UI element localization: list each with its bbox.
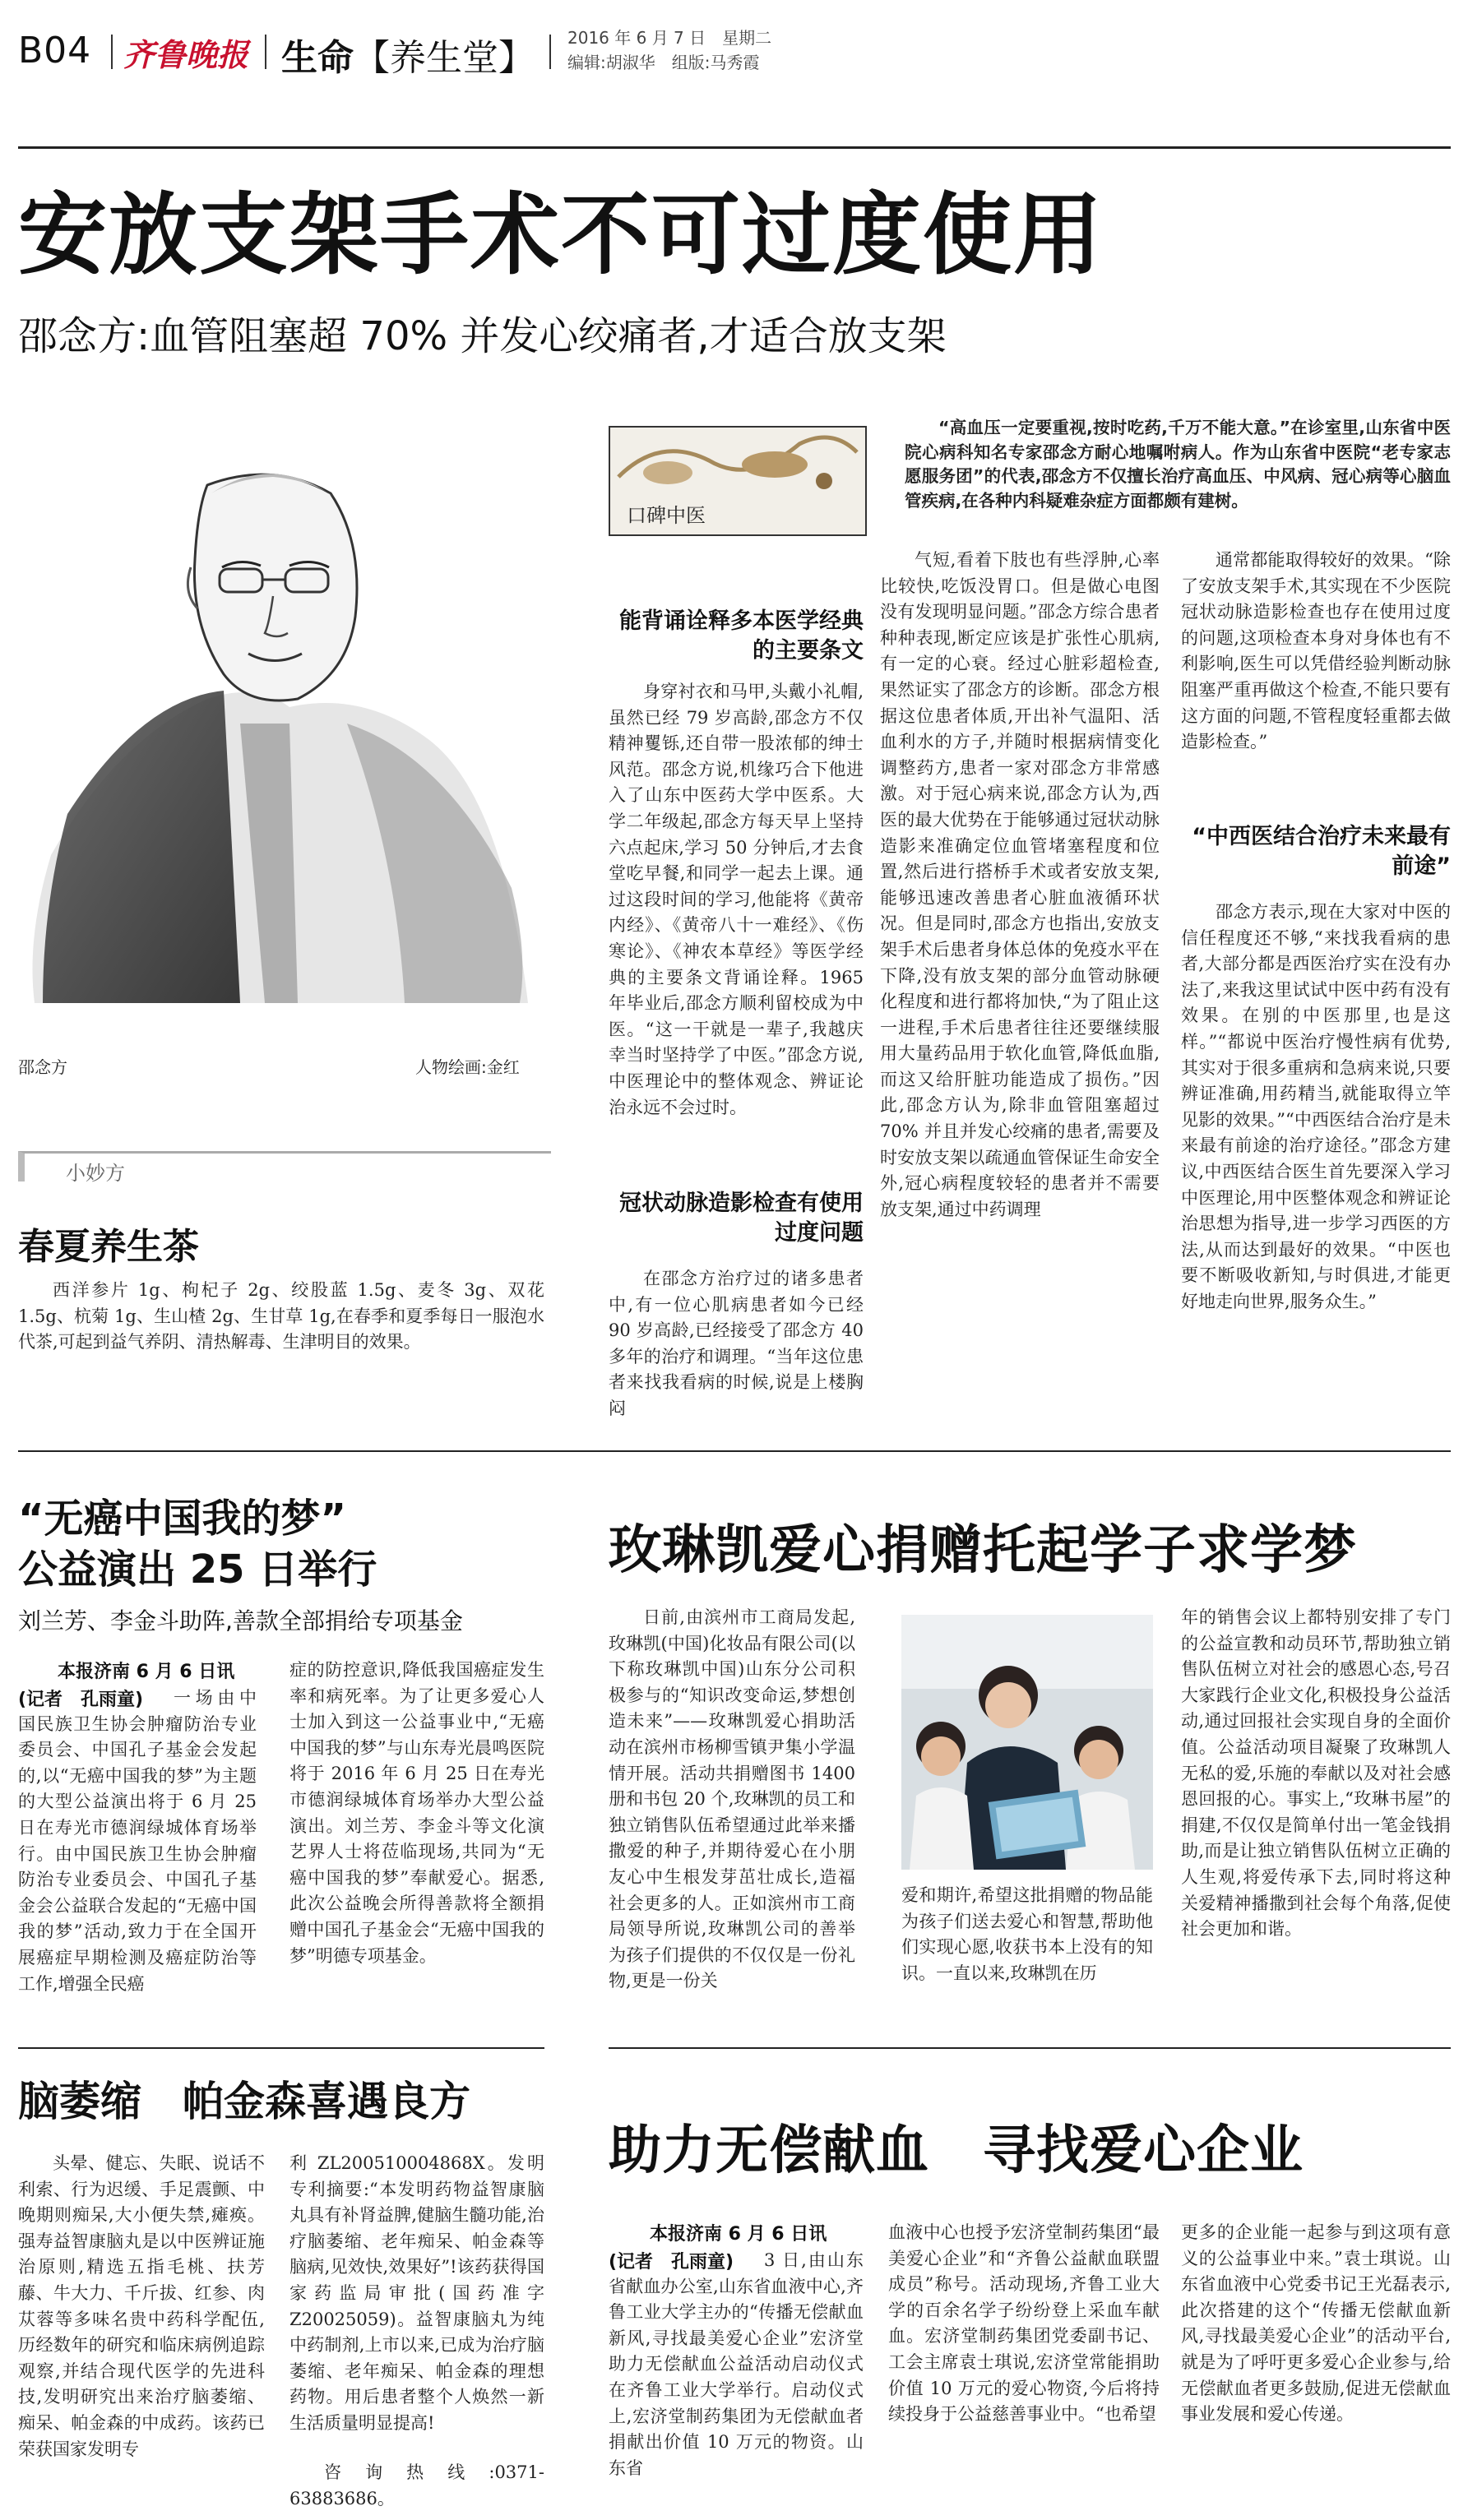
section-rule bbox=[18, 1450, 1451, 1452]
portrait-caption: 邵念方 bbox=[18, 1057, 67, 1077]
blood-title: 助力无偿献血 寻找爱心企业 bbox=[609, 2120, 1304, 2181]
tea-kicker-bar bbox=[18, 1151, 551, 1185]
section-name: 生命 bbox=[281, 37, 354, 79]
story-col1-b: 在邵念方治疗过的诸多患者中,有一位心肌病患者如今已经 90 岁高龄,已经接受了邵念方 40 多年的治疗和调理。“当年这位患者来找我看病的时候,说是上楼胸闷 bbox=[609, 1269, 864, 1418]
subhead-classics: 能背诵诠释多本医学经典的主要条文 bbox=[619, 608, 864, 664]
tea-recipe: 西洋参片 1g、枸杞子 2g、绞股蓝 1.5g、麦冬 3g、双花 1.5g、杭菊 1g、生山楂 2g、生甘草 1g,在春季和夏季每日一服泡水代茶,可起到益气养阴、清热解毒、生津明目的效果。 bbox=[18, 1280, 544, 1352]
intro-paragraph: “高血压一定要重视,按时吃药,千万不能大意。”在诊室里,山东省中医院心病科知名专家邵念方耐心地嘱咐病人。作为山东省中医院“老专家志愿服务团”的代表,邵念方不仅擅长治疗高血压、中风病、冠心病等心脑血管疾病,在各种内科疑难杂症方面都颇有建树。 bbox=[905, 418, 1451, 511]
donation-col1: 日前,由滨州市工商局发起,玫琳凯(中国)化妆品有限公司(以下称玫琳凯中国)山东分公司积极参与的“知识改变命运,梦想创造未来”——玫琳凯爱心捐助活动在滨州市杨柳雪镇尹集小学温情开展。活动共捐赠图书 1400 册和书包 20 个,玫琳凯的员工和独立销售队伍希望通过此举来播撒爱的种子,并期待爱心在小朋友心中生根发芽茁壮成长,造福社会更多的人。正如滨州市工商局领导所说,玫琳凯公司的善举为孩子们提供的不仅仅是一份礼物,更是一份关 bbox=[609, 1607, 855, 1991]
concert-title-1: “无癌中国我的梦” bbox=[18, 1496, 347, 1542]
story-col3-b: 邵念方表示,现在大家对中医的信任程度还不够,“来找我看病的患者,大部分都是西医治疗实在没有办法了,来我这里试试中医中药有没有效果。在别的中医那里,也是这样。”“都说中医治疗慢性病有优势,其实对于很多重病和急病来说,只要辨证准确,用药精当,就能取得立竿见影的效果。”“中西医结合治疗是未来最有前途的治疗途径。”邵念方建议,中西医结合医生首先要深入学习中医理论,用中医整体观念和辨证论治思想为指导,进一步学习西医的方法,从而达到最好的效果。“中医也要不断吸收新知,与时俱进,才能更好地走向世界,服务众生。” bbox=[1181, 902, 1451, 1311]
paper-logo: 齐鲁晚报 bbox=[123, 36, 249, 73]
brain-col1: 头晕、健忘、失眠、说话不利索、行为迟缓、手足震颤、中晚期则痴呆,大小便失禁,瘫痪。强寿益智康脑丸是以中医辨证施治原则,精选五指毛桃、扶芳藤、牛大力、千斤拔、红参、肉苁蓉等多味名贵中药科学配伍,历经数年的研究和临床病例追踪观察,并结合现代医学的先进科技,发明研究出来治疗脑萎缩、痴呆、帕金森的中成药。该药已荣获国家发明专 bbox=[18, 2153, 265, 2459]
column-tag: 口碑中医 bbox=[627, 504, 706, 527]
tea-kicker: 小妙方 bbox=[66, 1162, 125, 1185]
column-tag-box bbox=[609, 426, 867, 536]
donation-photo bbox=[901, 1615, 1153, 1870]
blood-col2: 血液中心也授予宏济堂制药集团“最美爱心企业”和“齐鲁公益献血联盟成员”称号。活动现场,齐鲁工业大学的百余名学子纷纷登上采血车献血。宏济堂制药集团党委副书记、工会主席袁士琪说,宏济堂常能捐助价值 10 万元的爱心物资,今后将持续投身于公益慈善事业中。“也希望 bbox=[888, 2222, 1160, 2425]
donation-title: 玫琳凯爱心捐赠托起学子求学梦 bbox=[609, 1520, 1357, 1581]
header-divider bbox=[549, 35, 551, 69]
concert-col1: 一场由中国民族卫生协会肿瘤防治专业委员会、中国孔子基金会发起的,以“无癌中国我的梦”为主题的大型公益演出将于 6 月 25 日在寿光市德润绿城体育场举行。由中国民族卫生协会肿瘤防治专业委员会、中国孔子基金会公益联合发起的“无癌中国我的梦”活动,致力于在全国开展癌症早期检测及癌症防治等工作,增强全民癌 bbox=[18, 1688, 257, 1994]
header-divider bbox=[111, 35, 113, 69]
portrait-illustration bbox=[18, 428, 544, 1036]
tea-title: 春夏养生茶 bbox=[18, 1226, 199, 1268]
section-rule bbox=[609, 2047, 1451, 2049]
story-col3-a: 通常都能取得较好的效果。“除了安放支架手术,其实现在不少医院冠状动脉造影检查也存在使用过度的问题,这项检查本身对身体也有不利影响,医生可以凭借经验判断动脉阻塞严重再做这个检查,不能只要有这方面的问题,不管程度轻重都去做造影检查。” bbox=[1181, 550, 1451, 752]
portrait-credit: 人物绘画:金红 bbox=[415, 1057, 520, 1077]
brain-col2: 利 ZL200510004868X。发明专利摘要:“本发明药物益智康脑丸具有补肾益脾,健脑生髓功能,治疗脑萎缩、老年痴呆、帕金森等脑病,见效快,效果好”!该药获得国家药监局审批(国药准字 Z20025059)。益智康脑丸为纯中药制剂,上市以来,已成为治疗脑萎缩、老年痴呆、帕金森的理想药物。用后患者整个人焕然一新生活质量明显提高! bbox=[289, 2153, 544, 2433]
herb-pattern-icon bbox=[610, 428, 865, 502]
story-col1-a: 身穿衬衣和马甲,头戴小礼帽,虽然已经 79 岁高龄,邵念方不仅精神矍铄,还自带一股浓郁的绅士风范。邵念方说,机缘巧合下他进入了山东中医药大学中医系。大学二年级起,邵念方每天早上坚持六点起床,学习 50 分钟后,才去食堂吃早餐,和同学一起去上课。通过这段时间的学习,他能将《黄帝内经》、《黄帝八十一难经》、《伤寒论》、《神农本草经》等医学经典的主要条文背诵诠释。1965 年毕业后,邵念方顺利留校成为中医。“这一干就是一辈子,我越庆幸当时坚持学了中医。”邵念方说,中医理论中的整体观念、辨证论治永远不会过时。 bbox=[609, 682, 864, 1117]
concert-byline: (记者 孔雨童) bbox=[18, 1690, 144, 1710]
header-divider bbox=[265, 35, 266, 69]
brain-hotline: 咨询热线:0371-63883686。 bbox=[289, 2462, 544, 2508]
issue-date: 2016 年 6 月 7 日 星期二 bbox=[567, 28, 772, 48]
concert-title-2: 公益演出 25 日举行 bbox=[18, 1547, 377, 1593]
blood-byline: (记者 孔雨童) bbox=[609, 2252, 734, 2273]
main-headline: 安放支架手术不可过度使用 bbox=[18, 184, 1104, 287]
subsection-name: 【养生堂】 bbox=[354, 37, 535, 79]
concert-col2: 症的防控意识,降低我国癌症发生率和病死率。为了让更多爱心人士加入到这一公益事业中,“无癌中国我的梦”与山东寿光晨鸣医院将于 2016 年 6 月 25 日在寿光市德润绿城体育场举办大型公益演出。刘兰芳、李金斗等文化演艺界人士将莅临现场,共同为“无癌中国我的梦”奉献爱心。据悉,此次公益晚会所得善款将全额捐赠中国孔子基金会“无癌中国我的梦”明德专项基金。 bbox=[289, 1660, 544, 1966]
blood-col1: 3 日,由山东省献血办公室,山东省血液中心,齐鲁工业大学主办的“传播无偿献血新风,寻找最美爱心企业”宏济堂助力无偿献血公益活动启动仪式在齐鲁工业大学举行。启动仪式上,宏济堂制药集团为无偿献血者捐献出价值 10 万元的物资。山东省 bbox=[609, 2250, 864, 2478]
concert-dateline: 本报济南 6 月 6 日讯 bbox=[58, 1662, 235, 1682]
editor-credits: 编辑:胡淑华 组版:马秀霞 bbox=[567, 53, 760, 72]
children-reading-photo bbox=[901, 1615, 1153, 1870]
section-rule bbox=[18, 2047, 544, 2049]
portrait-sketch bbox=[18, 428, 544, 1036]
blood-dateline: 本报济南 6 月 6 日讯 bbox=[650, 2224, 827, 2245]
page-number: B04 bbox=[18, 30, 92, 72]
subhead-integration: “中西医结合治疗未来最有前途” bbox=[1192, 824, 1451, 879]
concert-subtitle: 刘兰芳、李金斗助阵,善款全部捐给专项基金 bbox=[18, 1607, 463, 1635]
donation-col3: 年的销售会议上都特别安排了专门的公益宣教和动员环节,帮助独立销售队伍树立对社会的感恩心态,号召大家践行企业文化,积极投身公益活动,通过回报社会实现自身的全面价值。公益活动项目凝聚了玫琳凯人无私的爱,乐施的奉献以及对社会感恩回报的心。事实上,“玫琳书屋”的捐建,不仅仅是简单付出一笔金钱捐助,而是让独立销售队伍树立正确的人生观,将爱传承下去,同时将这种关爱精神播撒到社会每个角落,促使社会更加和谐。 bbox=[1181, 1607, 1451, 1940]
story-col2: 气短,看着下肢也有些浮肿,心率比较快,吃饭没胃口。但是做心电图没有发现明显问题。”邵念方综合患者种种表现,断定应该是扩张性心肌病,有一定的心衰。经过心脏彩超检查,果然证实了邵念方的诊断。邵念方根据这位患者体质,开出补气温阳、活血利水的方子,并随时根据病情变化调整药方,患者一家对邵念方非常感激。对于冠心病来说,邵念方认为,西医的最大优势在于能够通过冠状动脉造影来准确定位血管堵塞程度和位置,然后进行搭桥手术或者安放支架,能够迅速改善患者心脏血液循环状况。但是同时,邵念方也指出,安放支架手术后患者身体总体的免疫水平在下降,没有放支架的部分血管动脉硬化程度和进行都将加快,“为了阻止这一进程,手术后患者往往还要继续服用大量药品用于软化血管,降低血脂,而这又给肝脏功能造成了损伤。”因此,邵念方认为,除非血管阻塞超过 70% 并且并发心绞痛的患者,需要及时安放支架以疏通血管保证生命安全外,冠心病程度较轻的患者并不需要放支架,通过中药调理 bbox=[880, 550, 1160, 1219]
section-title bbox=[281, 28, 535, 81]
subhead-angiography: 冠状动脉造影检查有使用过度问题 bbox=[619, 1191, 864, 1246]
header-rule bbox=[18, 146, 1451, 149]
blood-col3: 更多的企业能一起参与到这项有意义的公益事业中来。”袁士琪说。山东省血液中心党委书记王光磊表示,此次搭建的这个“传播无偿献血新风,寻找最美爱心企业”的活动平台,就是为了呼吁更多爱心企业参与,给无偿献血者更多鼓励,促进无偿献血事业发展和爱心传递。 bbox=[1181, 2222, 1451, 2425]
main-subhead: 邵念方:血管阻塞超 70% 并发心绞痛者,才适合放支架 bbox=[18, 313, 947, 359]
donation-col2: 爱和期许,希望这批捐赠的物品能为孩子们送去爱心和智慧,帮助他们实现心愿,收获书本上没有的知识。一直以来,玫琳凯在历 bbox=[901, 1885, 1153, 1983]
brain-title: 脑萎缩 帕金森喜遇良方 bbox=[18, 2078, 470, 2125]
